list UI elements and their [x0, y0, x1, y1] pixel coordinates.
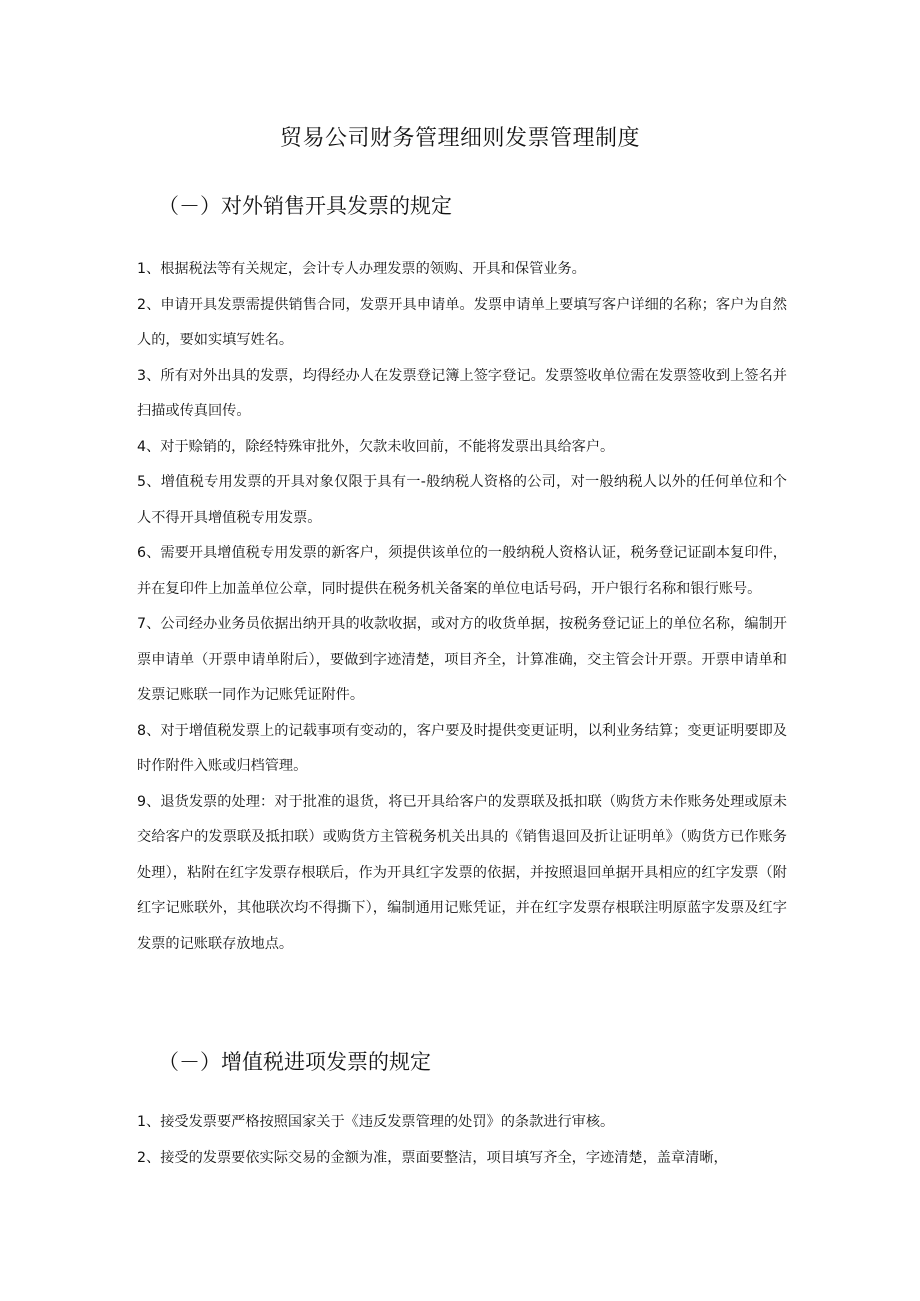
list-item: 9、退货发票的处理：对于批准的退货，将已开具给客户的发票联及抵扣联（购货方未作账务处理或原未交给客户的发票联及抵扣联）或购货方主管税务机关出具的《销售退回及折让证明单》（购货方已作账务处理），粘附在红字发票存根联后，作为开具红字发票的依据，并按照退回单据开具相应的红字发票（附红字记账联外，其他联次均不得撕下），编制通用记账凭证，并在红字发票存根联注明原蓝字发票及红字发票的记账联存放地点。: [137, 793, 787, 952]
list-item: 4、对于赊销的，除经特殊审批外，欠款未收回前，不能将发票出具给客户。: [137, 438, 615, 455]
list-item: 7、公司经办业务员依据出纳开具的收款收据，或对方的收货单据，按税务登记证上的单位名称，编制开票申请单（开票申请单附后），要做到字迹清楚，项目齐全，计算准确，交主管会计开票。开票申请单和发票记账联一同作为记账凭证附件。: [137, 616, 787, 703]
list-item: 6、需要开具增值税专用发票的新客户，须提供该单位的一般纳税人资格认证，税务登记证副本复印件，并在复印件上加盖单位公章，同时提供在税务机关备案的单位电话号码，开户银行名称和银行账号。: [137, 545, 787, 597]
list-item: 1、接受发票要严格按照国家关于《违反发票管理的处罚》的条款进行审核。: [137, 1114, 615, 1130]
section-heading-sales-invoice: （－）对外销售开具发票的规定: [158, 194, 452, 218]
section-body-input-vat-invoice: [137, 1105, 787, 1176]
list-item: 2、申请开具发票需提供销售合同，发票开具申请单。发票申请单上要填写客户详细的名称；客户为自然人的，要如实填写姓名。: [137, 296, 787, 348]
list-item: 8、对于增值税发票上的记载事项有变动的，客户要及时提供变更证明，以利业务结算；变更证明要即及时作附件入账或归档管理。: [137, 722, 787, 774]
section-heading-input-vat-invoice: （－）增值税进项发票的规定: [158, 1050, 431, 1074]
section-body-sales-invoice: [137, 252, 787, 962]
list-item: 1、根据税法等有关规定，会计专人办理发票的领购、开具和保管业务。: [137, 261, 586, 277]
document-title: 贸易公司财务管理细则发票管理制度: [279, 126, 640, 151]
list-item: 3、所有对外出具的发票，均得经办人在发票登记簿上签字登记。发票签收单位需在发票签收到上签名并扫描或传真回传。: [137, 367, 787, 419]
list-item: 2、接受的发票要依实际交易的金额为准，票面要整洁，项目填写齐全，字迹清楚，盖章清晰，: [137, 1149, 728, 1166]
list-item: 5、增值税专用发票的开具对象仅限于具有一-般纳税人资格的公司，对一般纳税人以外的任何单位和个人不得开具增值税专用发票。: [137, 474, 787, 526]
